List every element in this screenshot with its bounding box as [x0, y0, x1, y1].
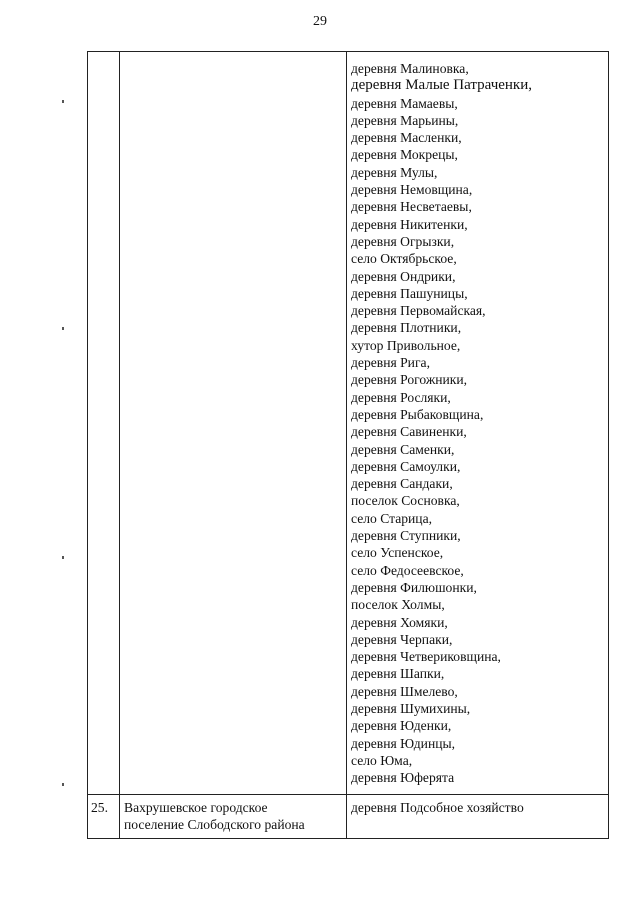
margin-mark: [62, 327, 64, 330]
settlement-item: деревня Шумихины,: [351, 700, 471, 716]
settlement-item: деревня Четвериковщина,: [351, 649, 501, 665]
settlement-item: деревня Ондрики,: [351, 268, 456, 284]
municipality-cell: [120, 52, 347, 795]
settlement-item: деревня Юденки,: [351, 718, 452, 734]
settlement-item: деревня Шмелево,: [351, 683, 458, 699]
settlement-item: хутор Привольное,: [351, 337, 461, 353]
settlement-item: деревня Рогожники,: [351, 372, 468, 388]
settlement-item: деревня Савиненки,: [351, 424, 467, 440]
settlement-item: деревня Ступники,: [351, 528, 461, 544]
settlement-item: деревня Пашуницы,: [351, 285, 468, 301]
settlement-item: деревня Филюшонки,: [351, 579, 477, 595]
settlement-item: деревня Несветаевы,: [351, 199, 472, 215]
settlement-item: деревня Огрызки,: [351, 233, 455, 249]
settlement-item: село Юма,: [351, 752, 413, 768]
settlement-item: деревня Немовщина,: [351, 182, 473, 198]
settlement-item: поселок Сосновка,: [351, 493, 460, 509]
settlement-item: деревня Сандаки,: [351, 476, 453, 492]
municipality-name-line1: Вахрушевское городское: [124, 800, 268, 816]
settlements-table: [87, 51, 609, 839]
settlement-item: деревня Масленки,: [351, 130, 462, 146]
municipality-name: [120, 795, 347, 839]
settlement-name: деревня Подсобное хозяйство: [347, 795, 609, 839]
settlement-item: деревня Хомяки,: [351, 614, 448, 630]
settlement-item: поселок Холмы,: [351, 597, 445, 613]
settlement-item: село Октябрьское,: [351, 251, 457, 267]
settlement-item: деревня Саменки,: [351, 441, 455, 457]
page-number: 29: [313, 14, 327, 29]
settlement-item: деревня Черпаки,: [351, 631, 453, 647]
settlement-item: деревня Рига,: [351, 355, 430, 371]
margin-mark: [62, 100, 64, 103]
settlement-item: деревня Мокрецы,: [351, 147, 458, 163]
settlement-item: деревня Юдинцы,: [351, 735, 456, 751]
margin-mark: [62, 783, 64, 786]
settlement-item: деревня Малиновка,: [351, 61, 469, 76]
settlement-item: деревня Марьины,: [351, 112, 459, 128]
settlement-item: деревня Первомайская,: [351, 303, 486, 319]
municipality-name-line2: поселение Слободского района: [124, 817, 305, 833]
row-number: 25.: [88, 795, 120, 839]
settlements-list-cell: [347, 52, 609, 795]
settlement-item: деревня Рыбаковщина,: [351, 406, 484, 422]
settlement-item: деревня Никитенки,: [351, 216, 468, 232]
row-number-cell: [88, 52, 120, 795]
table-row-25: [88, 795, 609, 839]
settlement-item: село Успенское,: [351, 545, 444, 561]
settlement-item: село Старица,: [351, 510, 433, 526]
settlement-item: деревня Росляки,: [351, 389, 451, 405]
settlement-item: деревня Шапки,: [351, 666, 445, 682]
settlement-item: деревня Малые Патраченки,: [351, 77, 532, 94]
table-row-continuation: [88, 52, 609, 795]
settlement-item: деревня Юферята: [351, 770, 455, 786]
settlement-item: деревня Мулы,: [351, 164, 438, 180]
settlement-item: деревня Мамаевы,: [351, 95, 458, 111]
settlement-item: деревня Плотники,: [351, 320, 462, 336]
settlement-item: деревня Самоулки,: [351, 458, 461, 474]
margin-mark: [62, 556, 64, 559]
settlement-item: село Федосеевское,: [351, 562, 464, 578]
